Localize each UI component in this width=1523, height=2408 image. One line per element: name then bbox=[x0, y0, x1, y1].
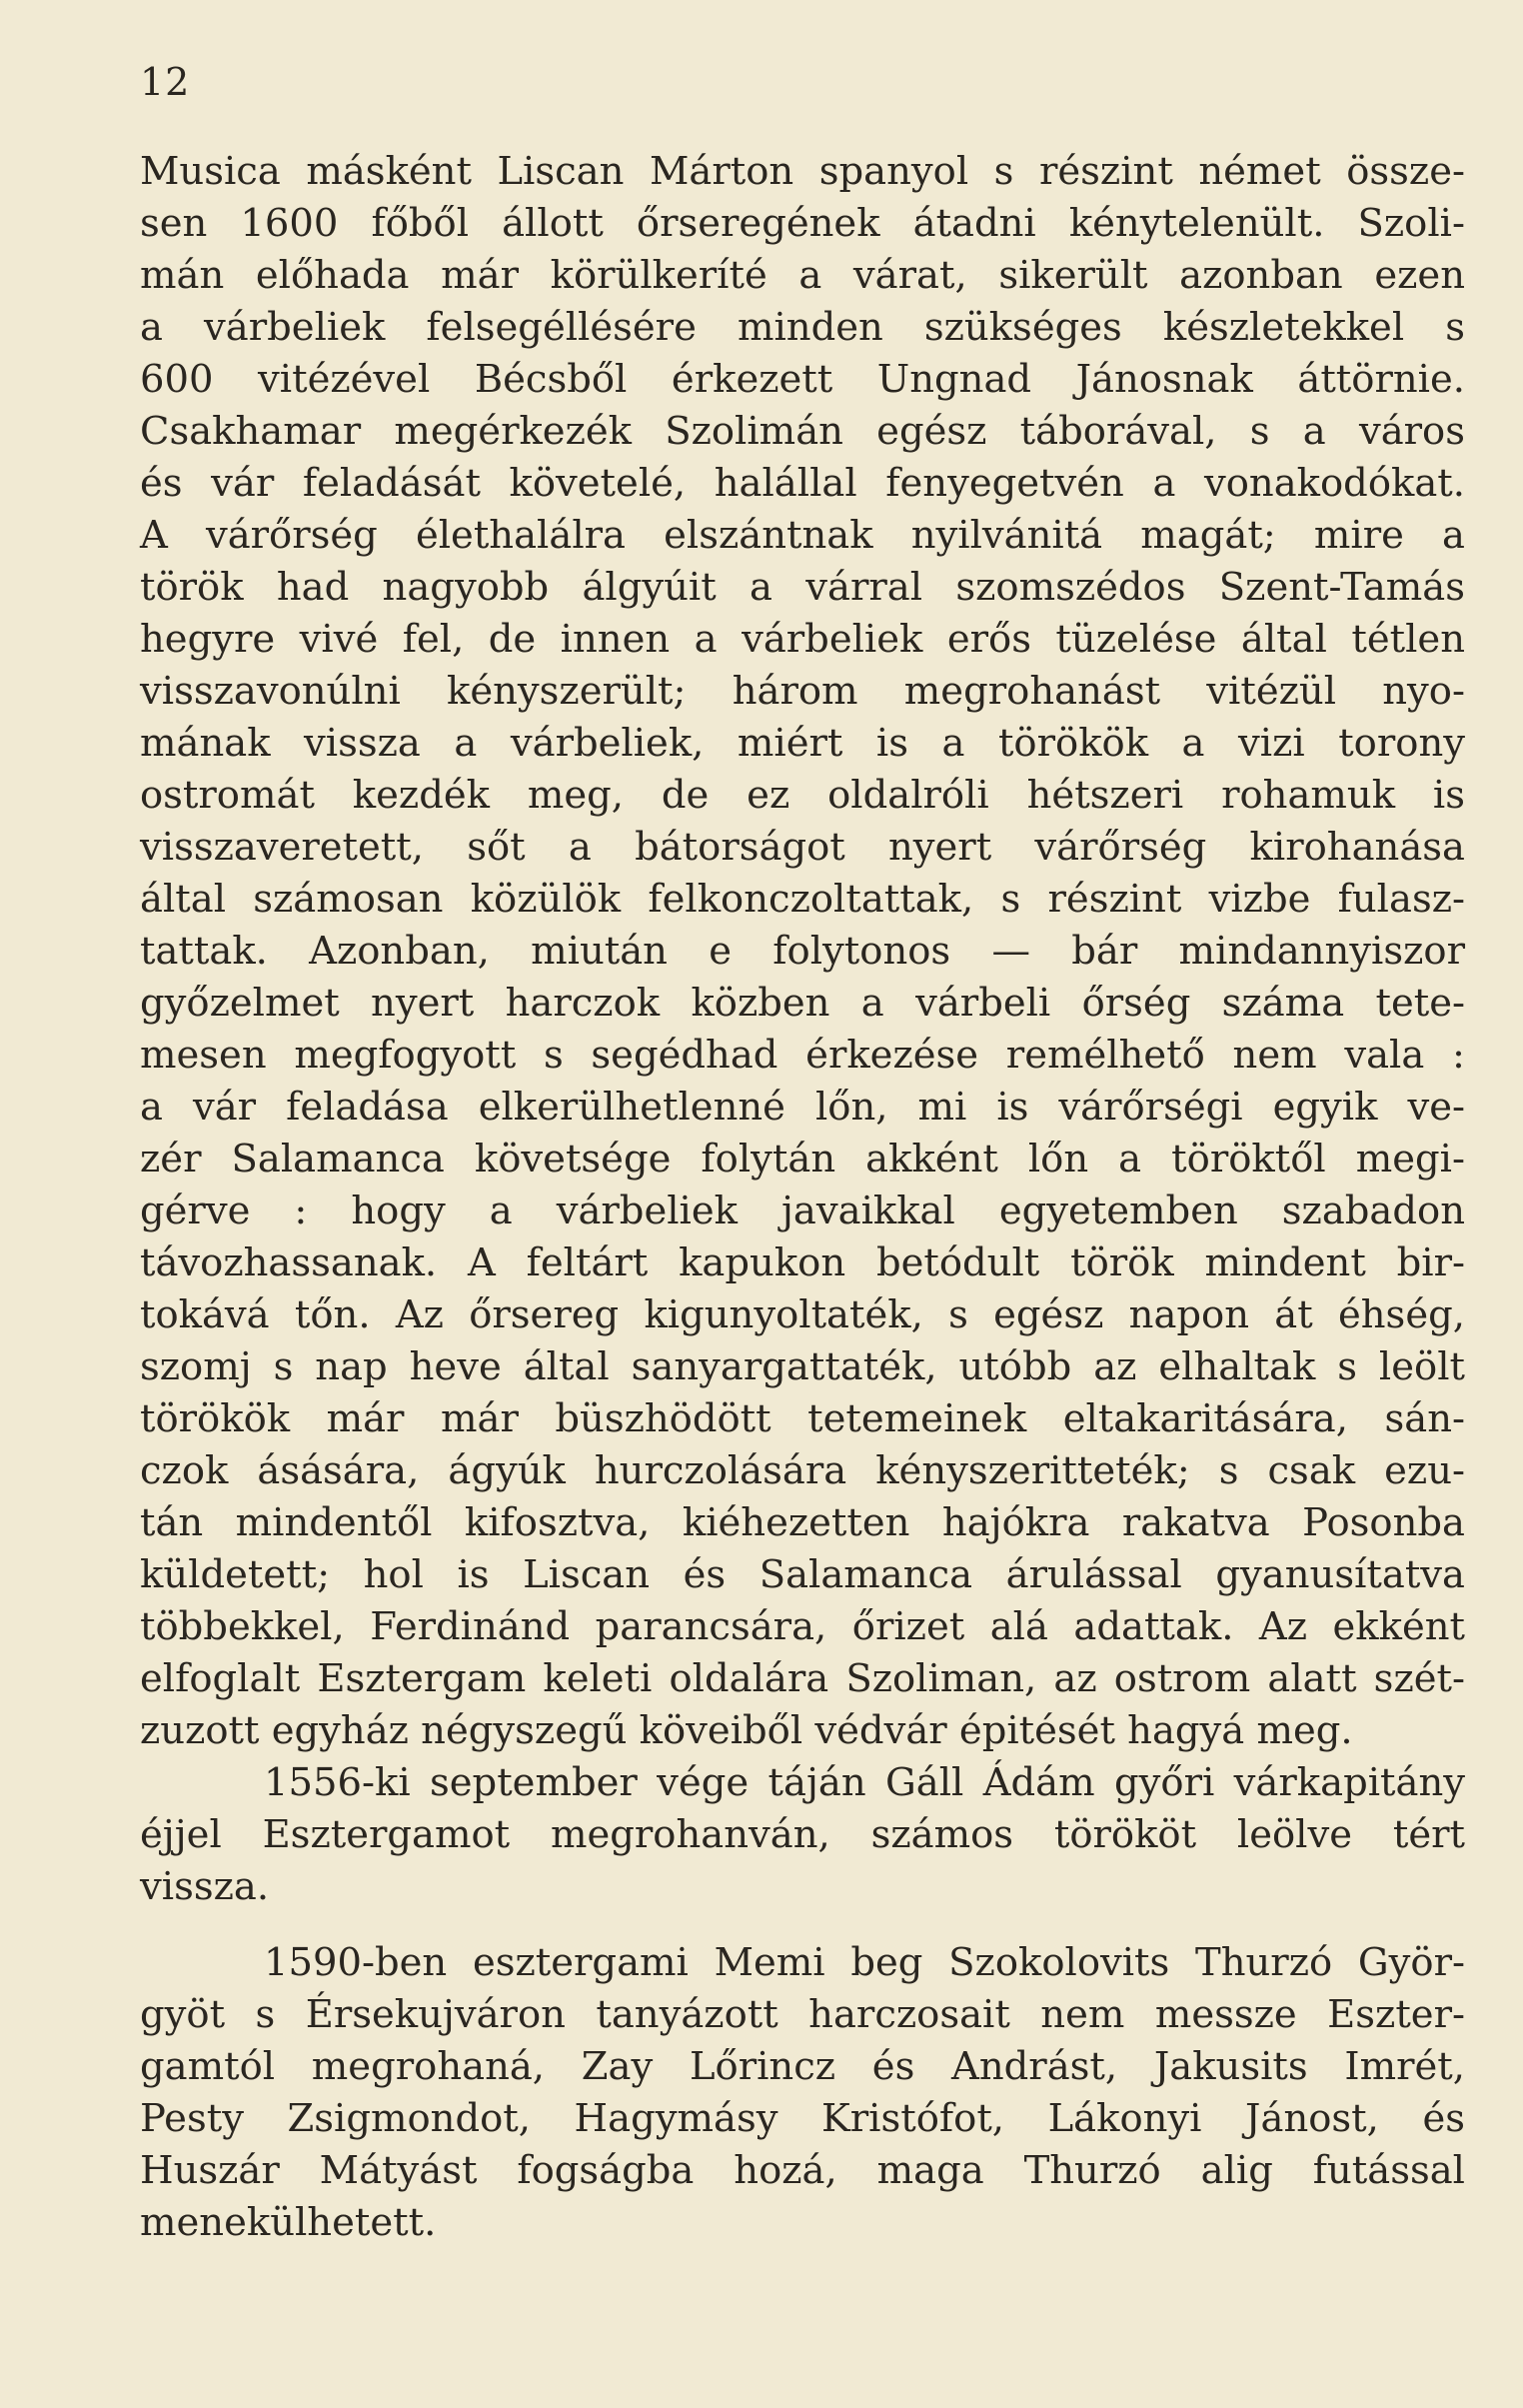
text-line: tán mindentől kifosztva, kiéhezetten hajókra rakatva Posonba bbox=[140, 1500, 1465, 1545]
text-line: ostromát kezdék meg, de ez oldalróli hétszeri rohamuk is bbox=[140, 773, 1465, 818]
text-line: gérve : hogy a várbeliek javaikkal egyetemben szabadon bbox=[140, 1189, 1465, 1233]
text-line: visszavonúlni kényszerült; három megrohanást vitézül nyo- bbox=[140, 669, 1465, 714]
paragraph bbox=[140, 1757, 1465, 1913]
text-line: és vár feladását követelé, halállal fenyegetvén a vonakodókat. bbox=[140, 461, 1465, 506]
text-line: gamtól megrohaná, Zay Lőrincz és Andrást, Jakusits Imrét, bbox=[140, 2044, 1465, 2089]
text-line: mesen megfogyott s segédhad érkezése remélhető nem vala : bbox=[140, 1033, 1465, 1078]
text-line: mának vissza a várbeliek, miért is a törökök a vizi torony bbox=[140, 721, 1465, 766]
text-line: czok ásására, ágyúk hurczolására kényszeritteték; s csak ezu- bbox=[140, 1448, 1465, 1493]
text-line: 600 vitézével Bécsből érkezett Ungnad Jánosnak áttörnie. bbox=[140, 357, 1465, 402]
text-line: szomj s nap heve által sanyargattaték, utóbb az elhaltak s leölt bbox=[140, 1344, 1465, 1389]
text-line: küldetett; hol is Liscan és Salamanca árulással gyanusítatva bbox=[140, 1552, 1465, 1597]
text-line: távozhassanak. A feltárt kapukon betódult török mindent bir- bbox=[140, 1240, 1465, 1285]
text-line: török had nagyobb álgyúit a várral szomszédos Szent-Tamás bbox=[140, 565, 1465, 610]
text-line: Musica másként Liscan Márton spanyol s részint német össze- bbox=[140, 149, 1465, 194]
text-line: törökök már már büszhödött tetemeinek eltakaritására, sán- bbox=[140, 1396, 1465, 1441]
paragraph bbox=[140, 146, 1465, 1757]
text-line: 1556-ki september vége táján Gáll Ádám győri várkapitány bbox=[264, 1760, 1465, 1805]
paragraph-spacing bbox=[140, 1913, 1465, 1937]
paragraph bbox=[140, 1937, 1465, 2249]
text-line: éjjel Esztergamot megrohanván, számos törököt leölve tért bbox=[140, 1812, 1465, 1857]
page-number: 12 bbox=[140, 60, 191, 104]
text-line: tattak. Azonban, miután e folytonos — bár mindannyiszor bbox=[140, 929, 1465, 974]
text-line: vissza. bbox=[140, 1864, 270, 1909]
text-line: sen 1600 főből állott őrseregének átadni kénytelenült. Szoli- bbox=[140, 201, 1465, 246]
text-line: által számosan közülök felkonczoltattak, s részint vizbe fulasz- bbox=[140, 877, 1465, 922]
text-line: a várbeliek felsegéllésére minden szükséges készletekkel s bbox=[140, 305, 1465, 350]
text-line: visszaveretett, sőt a bátorságot nyert várőrség kirohanása bbox=[140, 825, 1465, 870]
text-line: többekkel, Ferdinánd parancsára, őrizet alá adattak. Az ekként bbox=[140, 1604, 1465, 1649]
text-line: zér Salamanca követsége folytán akként lőn a töröktől megi- bbox=[140, 1137, 1465, 1182]
text-line: Pesty Zsigmondot, Hagymásy Kristófot, Lákonyi Jánost, és bbox=[140, 2096, 1465, 2141]
text-line: 1590-ben esztergami Memi beg Szokolovits Thurzó Györ- bbox=[264, 1940, 1465, 1985]
text-line: hegyre vivé fel, de innen a várbeliek erős tüzelése által tétlen bbox=[140, 617, 1465, 662]
text-line: a vár feladása elkerülhetlenné lőn, mi is várőrségi egyik ve- bbox=[140, 1085, 1465, 1130]
text-line: Csakhamar megérkezék Szolimán egész táborával, s a város bbox=[140, 409, 1465, 454]
text-line: menekülhetett. bbox=[140, 2200, 437, 2245]
text-line: gyöt s Érsekujváron tanyázott harczosait nem messze Eszter- bbox=[140, 1992, 1465, 2037]
body-text bbox=[140, 146, 1465, 2249]
text-line: Huszár Mátyást fogságba hozá, maga Thurzó alig futással bbox=[140, 2148, 1465, 2193]
text-line: elfoglalt Esztergam keleti oldalára Szoliman, az ostrom alatt szét- bbox=[140, 1656, 1465, 1701]
text-line: A várőrség élethalálra elszántnak nyilvánitá magát; mire a bbox=[140, 513, 1465, 558]
text-line: tokává tőn. Az őrsereg kigunyoltaték, s egész napon át éhség, bbox=[140, 1292, 1465, 1337]
text-line: zuzott egyház négyszegű köveiből védvár épitését hagyá meg. bbox=[140, 1708, 1353, 1753]
text-line: győzelmet nyert harczok közben a várbeli őrség száma tete- bbox=[140, 981, 1465, 1026]
text-line: mán előhada már körülkeríté a várat, sikerült azonban ezen bbox=[140, 253, 1465, 298]
